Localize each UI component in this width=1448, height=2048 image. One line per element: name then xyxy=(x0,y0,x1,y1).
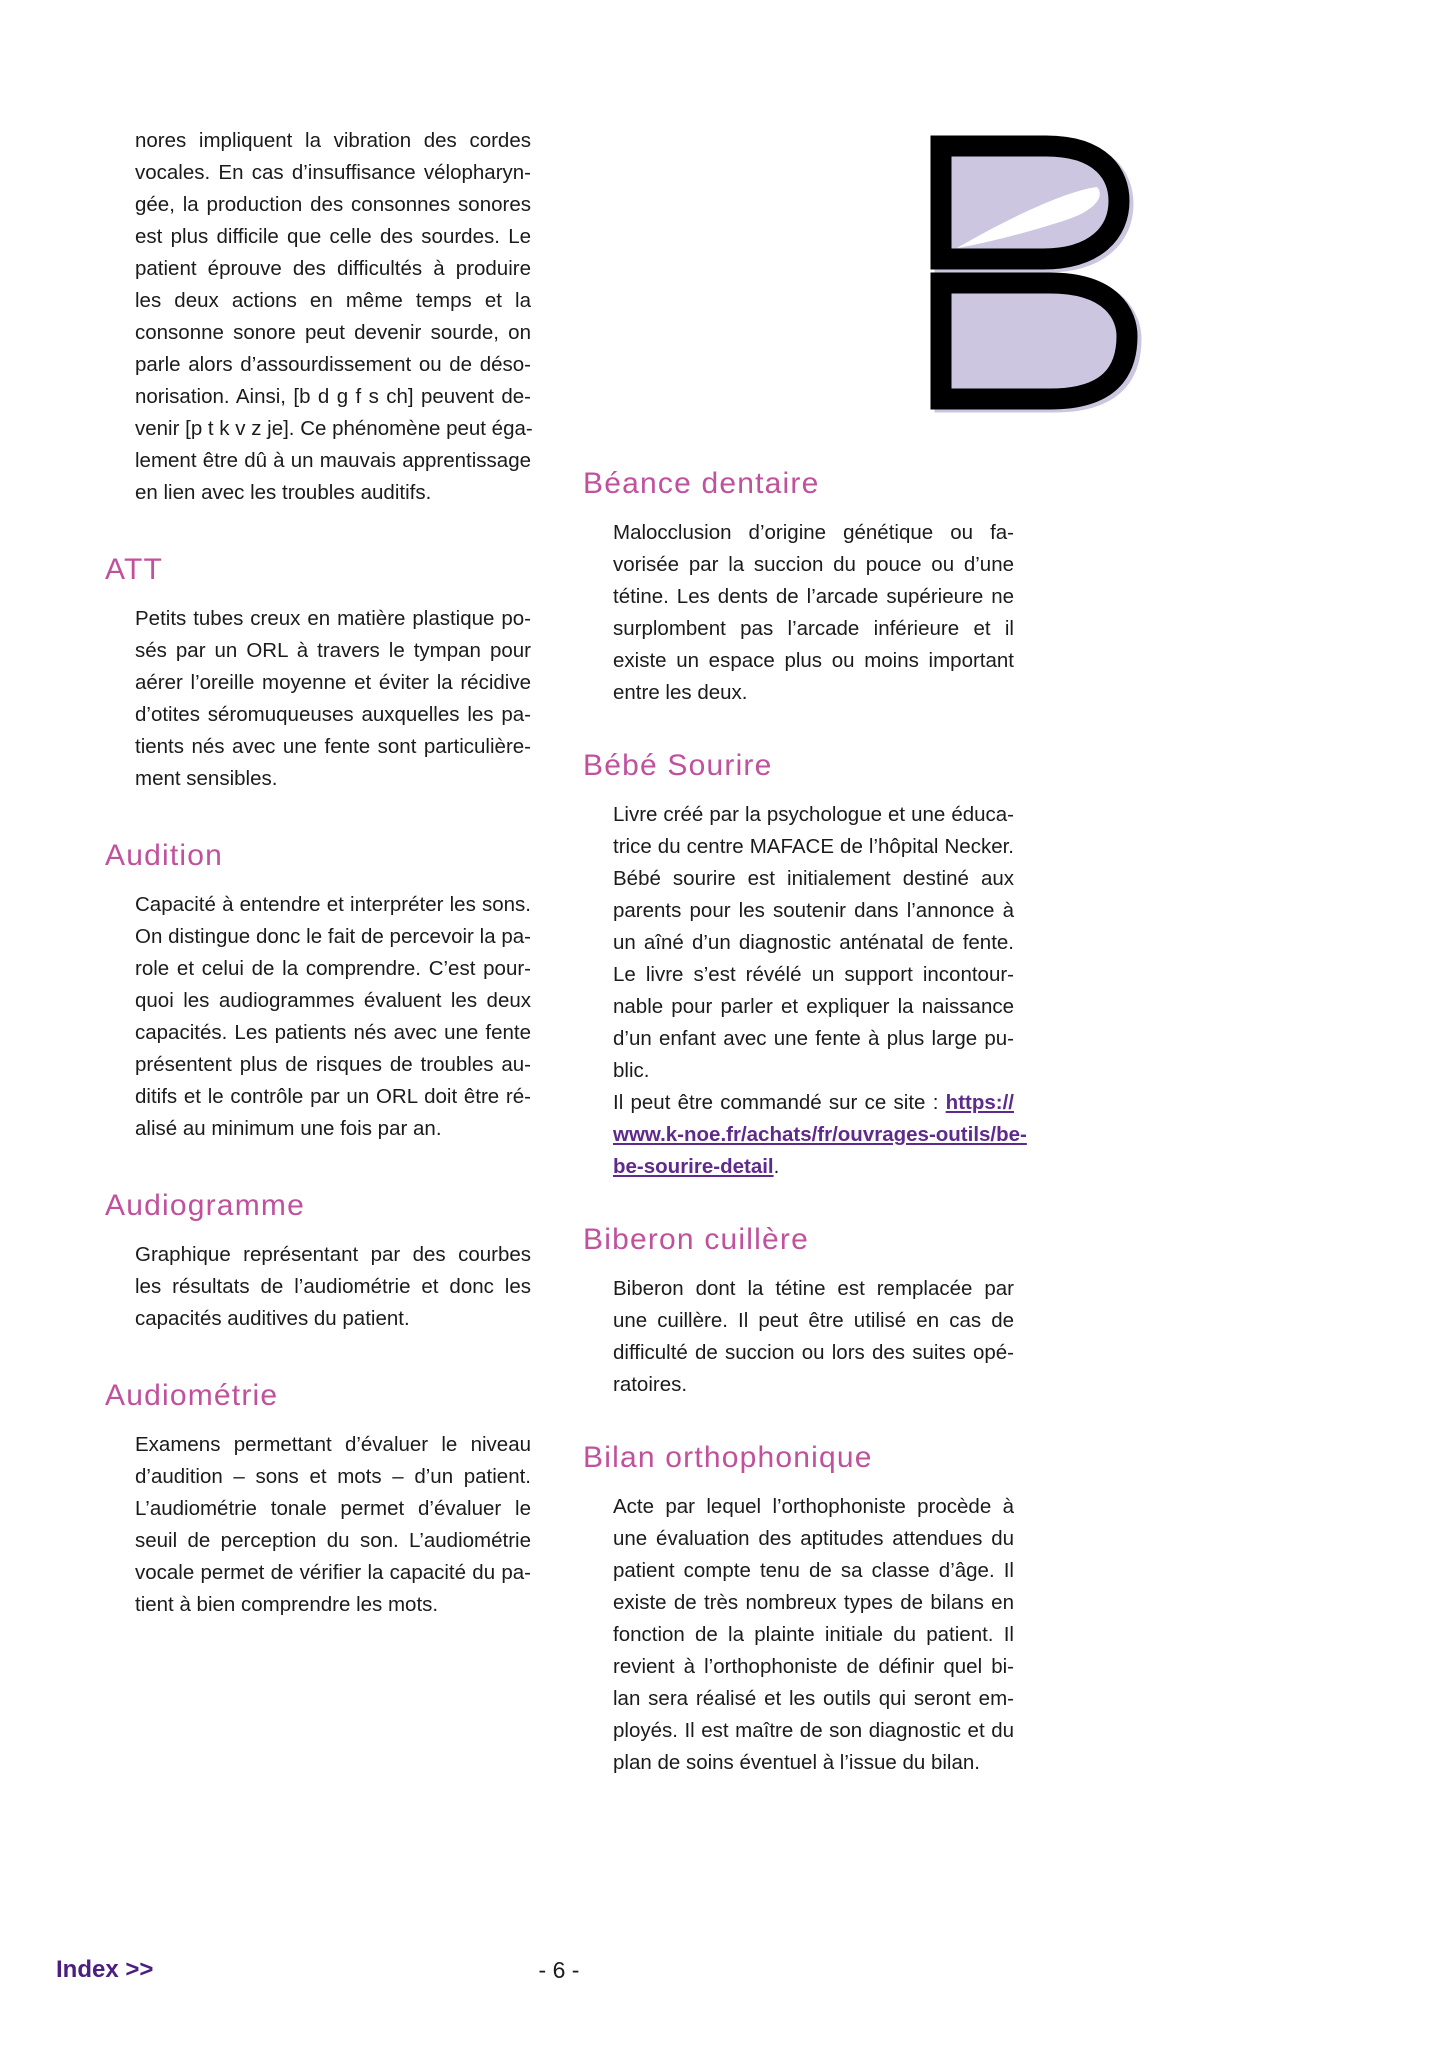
glossary-entry-bebe-sourire xyxy=(583,745,1027,1183)
text-line: nable pour parler et expliquer la naissance xyxy=(613,995,1014,1018)
text-line: patient compte tenu de sa classe d’âge. Il xyxy=(613,1559,1014,1582)
entry-heading: Bébé Sourire xyxy=(583,749,773,782)
glossary-entry-bilan-orthophonique xyxy=(583,1437,1014,1779)
text-line: existe de très nombreux types de bilans en xyxy=(613,1591,1014,1614)
text-line: patient éprouve des difficultés à produire xyxy=(135,257,531,280)
text-line: tétine. Les dents de l’arcade supérieure ne xyxy=(613,585,1014,608)
entry-heading: Béance dentaire xyxy=(583,467,820,500)
text-line: aérer l’oreille moyenne et éviter la récidive xyxy=(135,671,531,694)
entry-heading: Bilan orthophonique xyxy=(583,1441,873,1474)
text-line: capacités auditives du patient. xyxy=(135,1307,410,1330)
text-line: entre les deux. xyxy=(613,681,748,704)
text-line: existe un espace plus ou moins important xyxy=(613,649,1014,672)
paragraph xyxy=(583,1491,1014,1779)
text-line: role et celui de la comprendre. C’est pour- xyxy=(135,957,531,980)
text-line: Biberon dont la tétine est remplacée par xyxy=(613,1277,1014,1300)
bebe-sourire-link[interactable]: https:// xyxy=(945,1091,1014,1114)
text-line: trice du centre MAFACE de l’hôpital Necker. xyxy=(613,835,1014,858)
text-line: d’audition – sons et mots – d’un patient. xyxy=(135,1465,531,1488)
text-line xyxy=(613,1087,1014,1119)
text-line: surplombent pas l’arcade inférieure et il xyxy=(613,617,1014,640)
paragraph xyxy=(583,517,1014,709)
text-line: en lien avec les troubles auditifs. xyxy=(135,481,432,504)
text-line: quoi les audiogrammes évaluent les deux xyxy=(135,989,531,1012)
text-line: un aîné d’un diagnostic anténatal de fente. xyxy=(613,931,1014,954)
text-line: ratoires. xyxy=(613,1373,688,1396)
glossary-entry-audiogramme xyxy=(105,1185,531,1335)
text-line: Capacité à entendre et interpréter les sons. xyxy=(135,893,531,916)
text-line: Bébé sourire est initialement destiné aux xyxy=(613,867,1014,890)
text-line: vocale permet de vérifier la capacité du pa- xyxy=(135,1561,531,1584)
text-line: nores impliquent la vibration des cordes xyxy=(135,129,531,152)
text-line: les deux actions en même temps et la xyxy=(135,289,531,312)
paragraph xyxy=(105,125,531,509)
text-line: ment sensibles. xyxy=(135,767,278,790)
entry-heading: Audiogramme xyxy=(105,1189,305,1222)
text-line: vocales. En cas d’insuffisance vélopharyn- xyxy=(135,161,531,184)
bebe-sourire-link[interactable]: be-sourire-detail xyxy=(613,1155,774,1178)
paragraph xyxy=(105,889,531,1145)
text-line: difficulté de succion ou lors des suites opé- xyxy=(613,1341,1014,1364)
entry-heading: Audition xyxy=(105,839,224,872)
text-line: capacités. Les patients nés avec une fente xyxy=(135,1021,531,1044)
text-line: consonne sonore peut devenir sourde, on xyxy=(135,321,531,344)
text-line: tients nés avec une fente sont particulière- xyxy=(135,735,531,758)
paragraph xyxy=(105,1429,531,1621)
text-line: norisation. Ainsi, [b d g f s ch] peuvent de- xyxy=(135,385,531,408)
text-line: Acte par lequel l’orthophoniste procède à xyxy=(613,1495,1014,1518)
paragraph xyxy=(583,1273,1014,1401)
text-line: alisé au minimum une fois par an. xyxy=(135,1117,442,1140)
text-line: parents pour les soutenir dans l’annonce à xyxy=(613,899,1014,922)
text-line: d’otites séromuqueuses auxquelles les pa- xyxy=(135,703,531,726)
text-line: tient à bien comprendre les mots. xyxy=(135,1593,439,1616)
text-line: d’un enfant avec une fente à plus large pu- xyxy=(613,1027,1014,1050)
text-line: Malocclusion d’origine génétique ou fa- xyxy=(613,521,1014,544)
text-line: est plus difficile que celle des sourdes. Le xyxy=(135,225,531,248)
text-line: une cuillère. Il peut être utilisé en cas de xyxy=(613,1309,1014,1332)
entry-heading: Audiométrie xyxy=(105,1379,279,1412)
text-line: Examens permettant d’évaluer le niveau xyxy=(135,1433,531,1456)
text-line: gée, la production des consonnes sonores xyxy=(135,193,531,216)
text-line: seuil de perception du son. L’audiométrie xyxy=(135,1529,531,1552)
text-line: ditifs et le contrôle par un ORL doit être ré- xyxy=(135,1085,531,1108)
text-line: plan de soins éventuel à l’issue du bilan. xyxy=(613,1751,980,1774)
glossary-entry-audition xyxy=(105,835,531,1145)
text-line: les résultats de l’audiométrie et donc les xyxy=(135,1275,531,1298)
text-line: Petits tubes creux en matière plastique po- xyxy=(135,607,531,630)
paragraph xyxy=(105,603,531,795)
text-line: L’audiométrie tonale permet d’évaluer le xyxy=(135,1497,531,1520)
glossary-entry-beance-dentaire xyxy=(583,463,1014,709)
text-line: sés par un ORL à travers le tympan pour xyxy=(135,639,531,662)
text-line: ployés. Il est maître de son diagnostic et du xyxy=(613,1719,1014,1742)
text-line xyxy=(613,1151,1014,1183)
glossary-entry-biberon-cuillere xyxy=(583,1219,1014,1401)
text-line: fonction de la plainte initiale du patient. Il xyxy=(613,1623,1014,1646)
text-line: blic. xyxy=(613,1059,650,1082)
glossary-entry-att xyxy=(105,549,531,795)
glossary-entry-continuation xyxy=(105,125,531,509)
text-line xyxy=(613,1119,1027,1151)
text-line: Livre créé par la psychologue et une éduca- xyxy=(613,803,1014,826)
text-line: une évaluation des aptitudes attendues du xyxy=(613,1527,1014,1550)
left-column xyxy=(105,125,531,1621)
paragraph xyxy=(105,1239,531,1335)
text-line: présentent plus de risques de troubles au- xyxy=(135,1053,531,1076)
text-line: parle alors d’assourdissement ou de déso- xyxy=(135,353,531,376)
text-line: lan sera réalisé et les outils qui seront em- xyxy=(613,1687,1014,1710)
index-link[interactable]: Index >> xyxy=(56,1956,154,1983)
entry-heading: ATT xyxy=(105,553,164,586)
link-suffix: . xyxy=(773,1155,780,1178)
text-line: lement être dû à un mauvais apprentissage xyxy=(135,449,531,472)
paragraph xyxy=(583,799,1027,1183)
glossary-entry-audiometrie xyxy=(105,1375,531,1621)
text-line: On distingue donc le fait de percevoir la pa- xyxy=(135,925,531,948)
text-line: vorisée par la succion du pouce ou d’une xyxy=(613,553,1014,576)
text-line: Graphique représentant par des courbes xyxy=(135,1243,531,1266)
text-line: Le livre s’est révélé un support incontour- xyxy=(613,963,1014,986)
bebe-sourire-link[interactable]: www.k-noe.fr/achats/fr/ouvrages-outils/be- xyxy=(613,1123,1027,1146)
entry-heading: Biberon cuillère xyxy=(583,1223,809,1256)
page-number: - 6 - xyxy=(538,1957,580,1983)
text-line: revient à l’orthophoniste de définir quel bi- xyxy=(613,1655,1014,1678)
link-prefix: Il peut être commandé sur ce site : xyxy=(613,1091,946,1114)
text-line: venir [p t k v z je]. Ce phénomène peut éga- xyxy=(135,417,533,440)
right-column xyxy=(583,0,1027,1779)
